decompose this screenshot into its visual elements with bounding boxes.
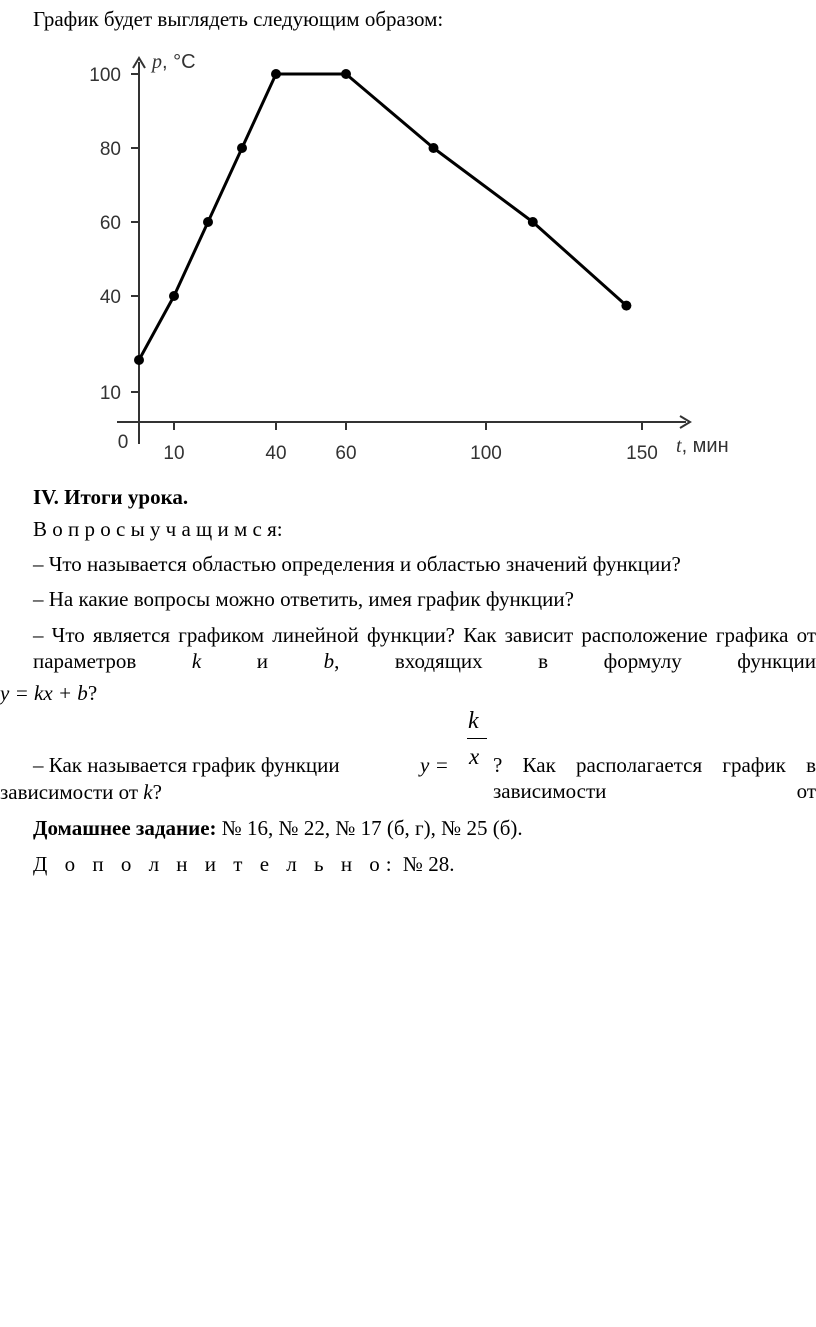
section-title: IV. Итоги урока. xyxy=(33,485,189,509)
x-axis-label: t, мин xyxy=(676,435,729,457)
question-4-y: y = xyxy=(420,753,449,777)
fraction-denominator: x xyxy=(469,744,480,769)
origin-label: 0 xyxy=(117,432,129,453)
y-tick-label: 100 xyxy=(89,65,121,86)
fraction-numerator: k xyxy=(468,708,479,734)
temperature-chart xyxy=(0,40,816,520)
series-line xyxy=(139,74,626,360)
fraction-bar xyxy=(467,738,487,739)
intro-text: График будет выглядеть следующим образом: xyxy=(33,7,444,31)
question-4-middle: ? Как располагается график в зависимости от xyxy=(493,753,816,803)
data-point xyxy=(169,291,179,301)
y-tick-label: 10 xyxy=(99,383,121,404)
additional: Д о п о л н и т е л ь н о: № 28. xyxy=(33,852,455,876)
data-point xyxy=(341,69,351,79)
x-tick-label: 10 xyxy=(163,443,185,464)
chart-axes xyxy=(117,58,690,444)
x-tick-label: 60 xyxy=(335,443,357,464)
data-point xyxy=(203,217,213,227)
y-axis-label: p, °C xyxy=(152,51,196,73)
data-point xyxy=(429,143,439,153)
data-point xyxy=(528,217,538,227)
data-point xyxy=(271,69,281,79)
x-tick-label: 100 xyxy=(470,443,502,464)
question-4-start: – Как называется график функции xyxy=(33,753,340,777)
questions-heading: В о п р о с ы у ч а щ и м с я: xyxy=(33,517,283,541)
question-3-formula: y = kx + b? xyxy=(0,681,98,705)
y-tick-label: 80 xyxy=(99,139,121,160)
question-4-end: зависимости от k? xyxy=(0,780,162,804)
y-tick-label: 40 xyxy=(99,287,121,308)
x-tick-label: 150 xyxy=(626,443,658,464)
chart-series xyxy=(134,69,631,365)
data-point xyxy=(134,355,144,365)
y-tick-label: 60 xyxy=(99,213,121,234)
data-point xyxy=(237,143,247,153)
homework: Домашнее задание: № 16, № 22, № 17 (б, г), № 25 (б). xyxy=(33,816,523,840)
x-tick-label: 40 xyxy=(265,443,287,464)
data-point xyxy=(621,301,631,311)
question-2: – На какие вопросы можно ответить, имея график функции? xyxy=(33,587,574,611)
question-1: – Что называется областью определения и областью значений функции? xyxy=(33,552,681,576)
question-3: – Что является графиком линейной функции? Как зависит расположение графика от параметров k и b, входящих в формулу функции xyxy=(33,623,816,673)
chart-labels xyxy=(89,51,728,464)
